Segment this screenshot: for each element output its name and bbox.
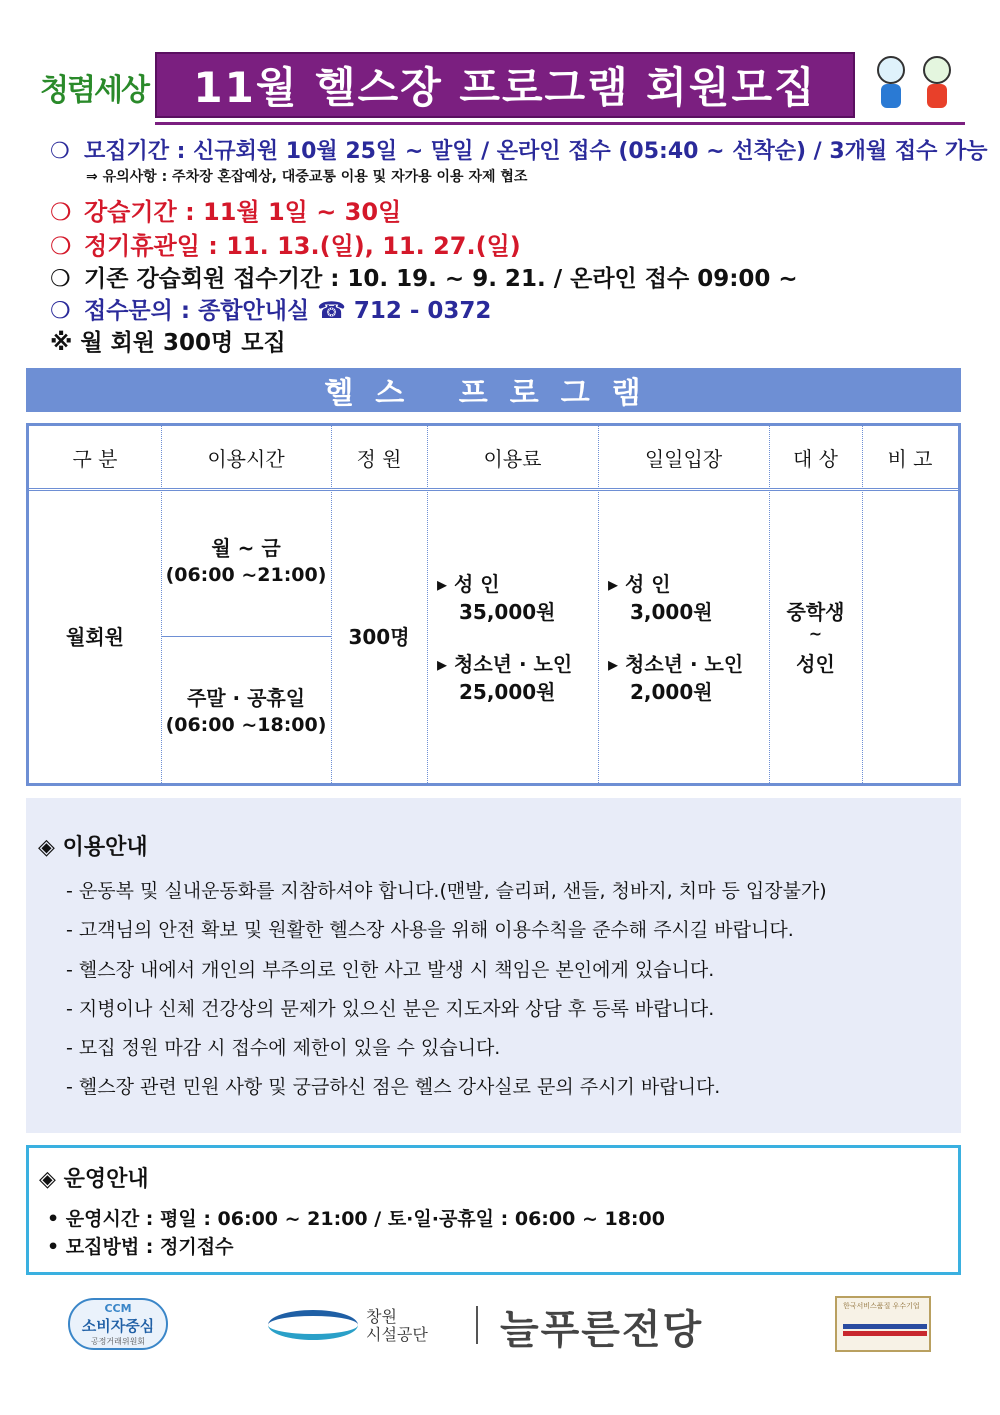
title-underline bbox=[155, 122, 965, 125]
table-cell-weekend-hours: (06:00 ~18:00) bbox=[165, 714, 327, 736]
info-closed-days: ❍ 정기휴관일 : 11. 13.(일), 11. 27.(일) bbox=[50, 232, 521, 260]
usage-guide-item: - 모집 정원 마감 시 접수에 제한이 있을 수 있습니다. bbox=[66, 1037, 501, 1059]
table-header-category: 구 분 bbox=[72, 446, 118, 471]
title-banner bbox=[155, 52, 855, 118]
service-quality-logo: 한국서비스품질 우수기업 bbox=[835, 1296, 931, 1352]
integrity-logo bbox=[40, 62, 170, 112]
table-cell-weekend-days: 주말 · 공휴일 bbox=[186, 686, 306, 710]
table-cell-target-2: ~ bbox=[808, 624, 823, 643]
table-cell-target-1: 중학생 bbox=[786, 600, 845, 624]
usage-guide-item: - 운동복 및 실내운동화를 지참하셔야 합니다.(맨발, 슬리퍼, 샌들, 청바지, 치마 등 입장불가) bbox=[66, 880, 827, 902]
footer bbox=[0, 1290, 1000, 1360]
usage-guide-item: - 지병이나 신체 건강상의 문제가 있으신 분은 지도자와 상담 후 등록 바랍니다. bbox=[66, 998, 715, 1020]
program-title: 헬스 프로그램 bbox=[324, 376, 663, 411]
swoosh-icon bbox=[268, 1310, 358, 1340]
table-header-target: 대 상 bbox=[793, 446, 838, 471]
table-cell-weekday-days: 월 ~ 금 bbox=[211, 536, 281, 560]
info-contact: ❍ 접수문의 : 종합안내실 ☎ 712 - 0372 bbox=[50, 298, 492, 324]
table-cell-fee-adult-label: ▸ 성 인 bbox=[437, 572, 500, 596]
table-header-fee: 이용료 bbox=[483, 446, 542, 471]
table-cell-target-3: 성인 bbox=[796, 652, 835, 676]
info-recruit-period: ❍ 모집기간 : 신규회원 10월 25일 ~ 말일 / 온라인 접수 (05:40 ~ 선착순) / 3개월 접수 가능 bbox=[50, 139, 988, 164]
footer-divider bbox=[476, 1306, 478, 1344]
changwon-facilities-logo: 창원 시설공단 bbox=[268, 1304, 468, 1348]
table-cell-fee-youth: 25,000원 bbox=[459, 680, 556, 704]
mascot-illustration bbox=[865, 54, 965, 116]
usage-guide-item: - 헬스장 내에서 개인의 부주의로 인한 사고 발생 시 책임은 본인에게 있습니다. bbox=[66, 959, 715, 981]
table-cell-category: 월회원 bbox=[66, 625, 124, 649]
blue-mascot-icon bbox=[873, 54, 909, 110]
table-cell-weekday-hours: (06:00 ~21:00) bbox=[165, 564, 327, 586]
usage-guide-item: - 헬스장 관련 민원 사항 및 궁금하신 점은 헬스 강사실로 문의 주시기 바랍니다. bbox=[66, 1076, 721, 1098]
table-header-capacity: 정 원 bbox=[356, 446, 402, 471]
table-cell-capacity: 300명 bbox=[348, 625, 410, 649]
table-header-daily: 일일입장 bbox=[644, 446, 723, 471]
page-header bbox=[30, 50, 970, 120]
table-cell-fee-youth-label: ▸ 청소년 · 노인 bbox=[437, 652, 573, 676]
green-mascot-icon bbox=[919, 54, 955, 110]
table-cell-daily-youth: 2,000원 bbox=[630, 680, 713, 704]
page-title: 11월 헬스장 프로그램 회원모집 bbox=[193, 63, 817, 112]
recruit-method: • 모집방법 : 정기접수 bbox=[47, 1236, 234, 1258]
operation-guide-title: ◈ 운영안내 bbox=[39, 1167, 149, 1192]
operation-guide-section bbox=[26, 1145, 961, 1275]
info-recruit-note: ⇒ 유의사항 : 주차장 혼잡예상, 대중교통 이용 및 자가용 이용 자제 협조 bbox=[86, 169, 528, 185]
program-section-banner bbox=[26, 368, 961, 412]
table-cell-daily-adult: 3,000원 bbox=[630, 600, 713, 624]
usage-guide-section bbox=[26, 798, 961, 1133]
table-header-note: 비 고 bbox=[887, 446, 933, 471]
info-existing-members: ❍ 기존 강습회원 접수기간 : 10. 19. ~ 9. 21. / 온라인 접수 09:00 ~ bbox=[50, 266, 798, 292]
usage-guide-title: ◈ 이용안내 bbox=[38, 835, 148, 860]
table-header-hours: 이용시간 bbox=[207, 446, 285, 471]
integrity-logo-text: 청렴세상 bbox=[40, 73, 148, 108]
usage-guide-item: - 고객님의 안전 확보 및 원활한 헬스장 사용을 위해 이용수칙을 준수해 주시길 바랍니다. bbox=[66, 919, 794, 941]
info-class-period: ❍ 강습기간 : 11월 1일 ~ 30일 bbox=[50, 198, 402, 226]
table-cell-fee-adult: 35,000원 bbox=[459, 600, 556, 624]
center-name-logo: 늘푸른전당 bbox=[500, 1307, 704, 1353]
table-cell-daily-youth-label: ▸ 청소년 · 노인 bbox=[608, 652, 744, 676]
table-cell-daily-adult-label: ▸ 성 인 bbox=[608, 572, 671, 596]
ccm-certification-logo: CCM 소비자중심 공정거래위원회 bbox=[68, 1298, 168, 1350]
info-recruit-count: ※ 월 회원 300명 모집 bbox=[50, 330, 286, 356]
operation-hours: • 운영시간 : 평일 : 06:00 ~ 21:00 / 토·일·공휴일 : 06:00 ~ 18:00 bbox=[47, 1208, 665, 1230]
program-table bbox=[26, 423, 961, 786]
